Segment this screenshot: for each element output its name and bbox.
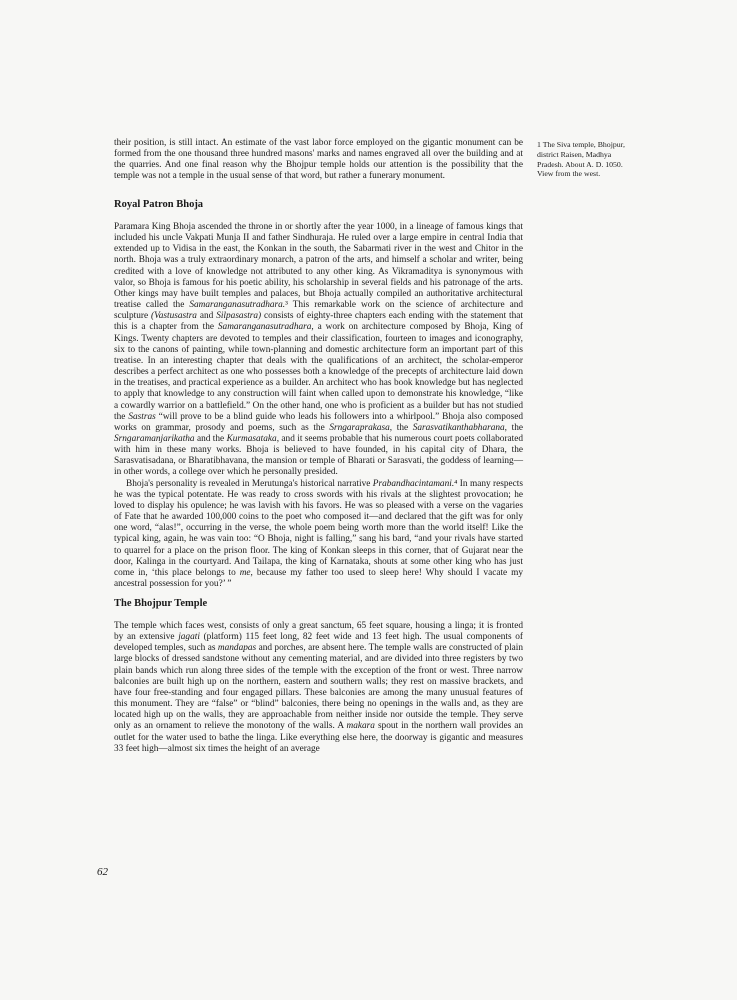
paragraph: Paramara King Bhoja ascended the throne in or shortly after the year 1000, in a lineage of famous kings that included his uncle Vakpati Munja II and father Sindhuraja. He ruled over a large empire in central India that extended up to Vidisa in the east, the Konkan in the south, the Sabarmati river in the west and Chitor in the north. Bhoja was a truly extraordinary monarch, a patron of the arts, and himself a scholar and writer, being credited with a love of knowledge not attributed to any other king. As Vikramaditya is synonymous with valor, so Bhoja is famous for his poetic ability, his scholarship in several fields and his patronage of the arts. Other kings may have built temples and palaces, but Bhoja actually compiled an authoritative architectural treatise called the Samaranganasutradhara.³ This remarkable work on the science of architecture and sculpture (Vastusastra and Silpasastra) consists of eighty-three chapters each ending with the statement that this is a chapter from the Samaranganasutradhara, a work on architecture composed by Bhoja, King of Kings. Twenty chapters are devoted to temples and their classification, fourteen to images and iconography, six to the canons of painting, while town-planning and domestic architecture form an important part of this treatise. In an interesting chapter that deals with the qualifications of an architect, the scholar-emperor describes a perfect architect as one who possesses both a knowledge of the precepts of architecture laid down in the treatises, and practical experience as a builder. An architect who has book knowledge but has neglected to apply that knowledge to any construction will faint when called upon to demonstrate his knowledge, “like a cowardly warrior on a battlefield.” On the other hand, one who is proficient as a builder but has not studied the Sastras “will prove to be a blind guide who leads his followers into a whirlpool.” Bhoja also composed works on grammar, prosody and poems, such as the Srngaraprakasa, the Sarasvatikanthabharana, the Srngaramanjarikatha and the Kurmasataka, and it seems probable that his numerous court poets collaborated with him in these many works. Bhoja is believed to have founded, in his capital city of Dhara, the Sarasvatisadana, or Bharatibhavana, the mansion or temple of Bharati or Sarasvati, the goddess of learning—in other words, a college over which he personally presided. — [114, 222, 524, 478]
section-heading-bhojpur-temple: The Bhojpur Temple — [114, 598, 208, 609]
figure-caption: 1 The Siva temple, Bhojpur, district Raisen, Madhya Pradesh. About A. D. 1050. View from the west. — [537, 140, 625, 179]
intro-paragraph — [114, 138, 523, 182]
page-number: 62 — [97, 866, 108, 878]
section-bhojpur-temple-body — [114, 621, 523, 755]
paragraph: The temple which faces west, consists of only a great sanctum, 65 feet square, housing a linga; it is fronted by an extensive jagati (platform) 115 feet long, 82 feet wide and 13 feet high. The usual components of developed temples, such as mandapas and porches, are absent here. The temple walls are constructed of plain large blocks of dressed sandstone without any cementing material, and are divided into three registers by two plain bands which run along three sides of the temple with the exception of the front or west. Three narrow balconies are built high up on the northern, eastern and southern walls; they rest on massive brackets, and have four free-standing and four engaged pillars. These balconies are among the many unusual features of this monument. They are “false” or “blind” balconies, there being no openings in the walls and, as they are located high up on the walls, they are approachable from neither inside nor outside the temple. They serve only as an ornament to relieve the monotony of the walls. A makara spout in the northern wall provides an outlet for the water used to bathe the linga. Like everything else here, the doorway is gigantic and measures 33 feet high—almost six times the height of an average — [114, 621, 524, 754]
paragraph: Bhoja's personality is revealed in Merutunga's historical narrative Prabandhacintamani.⁴ In many respects he was the typical potentate. He was ready to cross swords with his rivals at the slightest provocation; he loved to display his opulence; he was lavish with his favors. He was so pleased with a verse on the vagaries of Fate that he awarded 100,000 coins to the poet who composed it—and declared that the gift was for only one word, “alas!”, occurring in the verse, the whole poem being worth more than the world itself! Like the typical king, again, he was vain too: “O Bhoja, night is falling,” sang his bard, “and your rivals have started to quarrel for a place on the prison floor. The king of Konkan sleeps in this corner, that of Gujarat near the door, Kalinga in the courtyard. And Tailapa, the king of Karnataka, shouts at some other king who has just come in, ‘this place belongs to me, because my father too used to sleep here! Why should I vacate my ancestral possession for you?’ ” — [114, 478, 523, 589]
section-royal-patron-body — [114, 222, 523, 590]
intro-text: their position, is still intact. An estimate of the vast labor force employed on the gigantic monument can be formed from the one thousand three hundred masons' marks and names engraved all over the building and at the quarries. And one final reason why the Bhojpur temple holds our attention is the possibility that the temple was not a temple in the usual sense of that word, but rather a funerary monument. — [114, 138, 523, 182]
section-heading-royal-patron: Royal Patron Bhoja — [114, 199, 204, 210]
